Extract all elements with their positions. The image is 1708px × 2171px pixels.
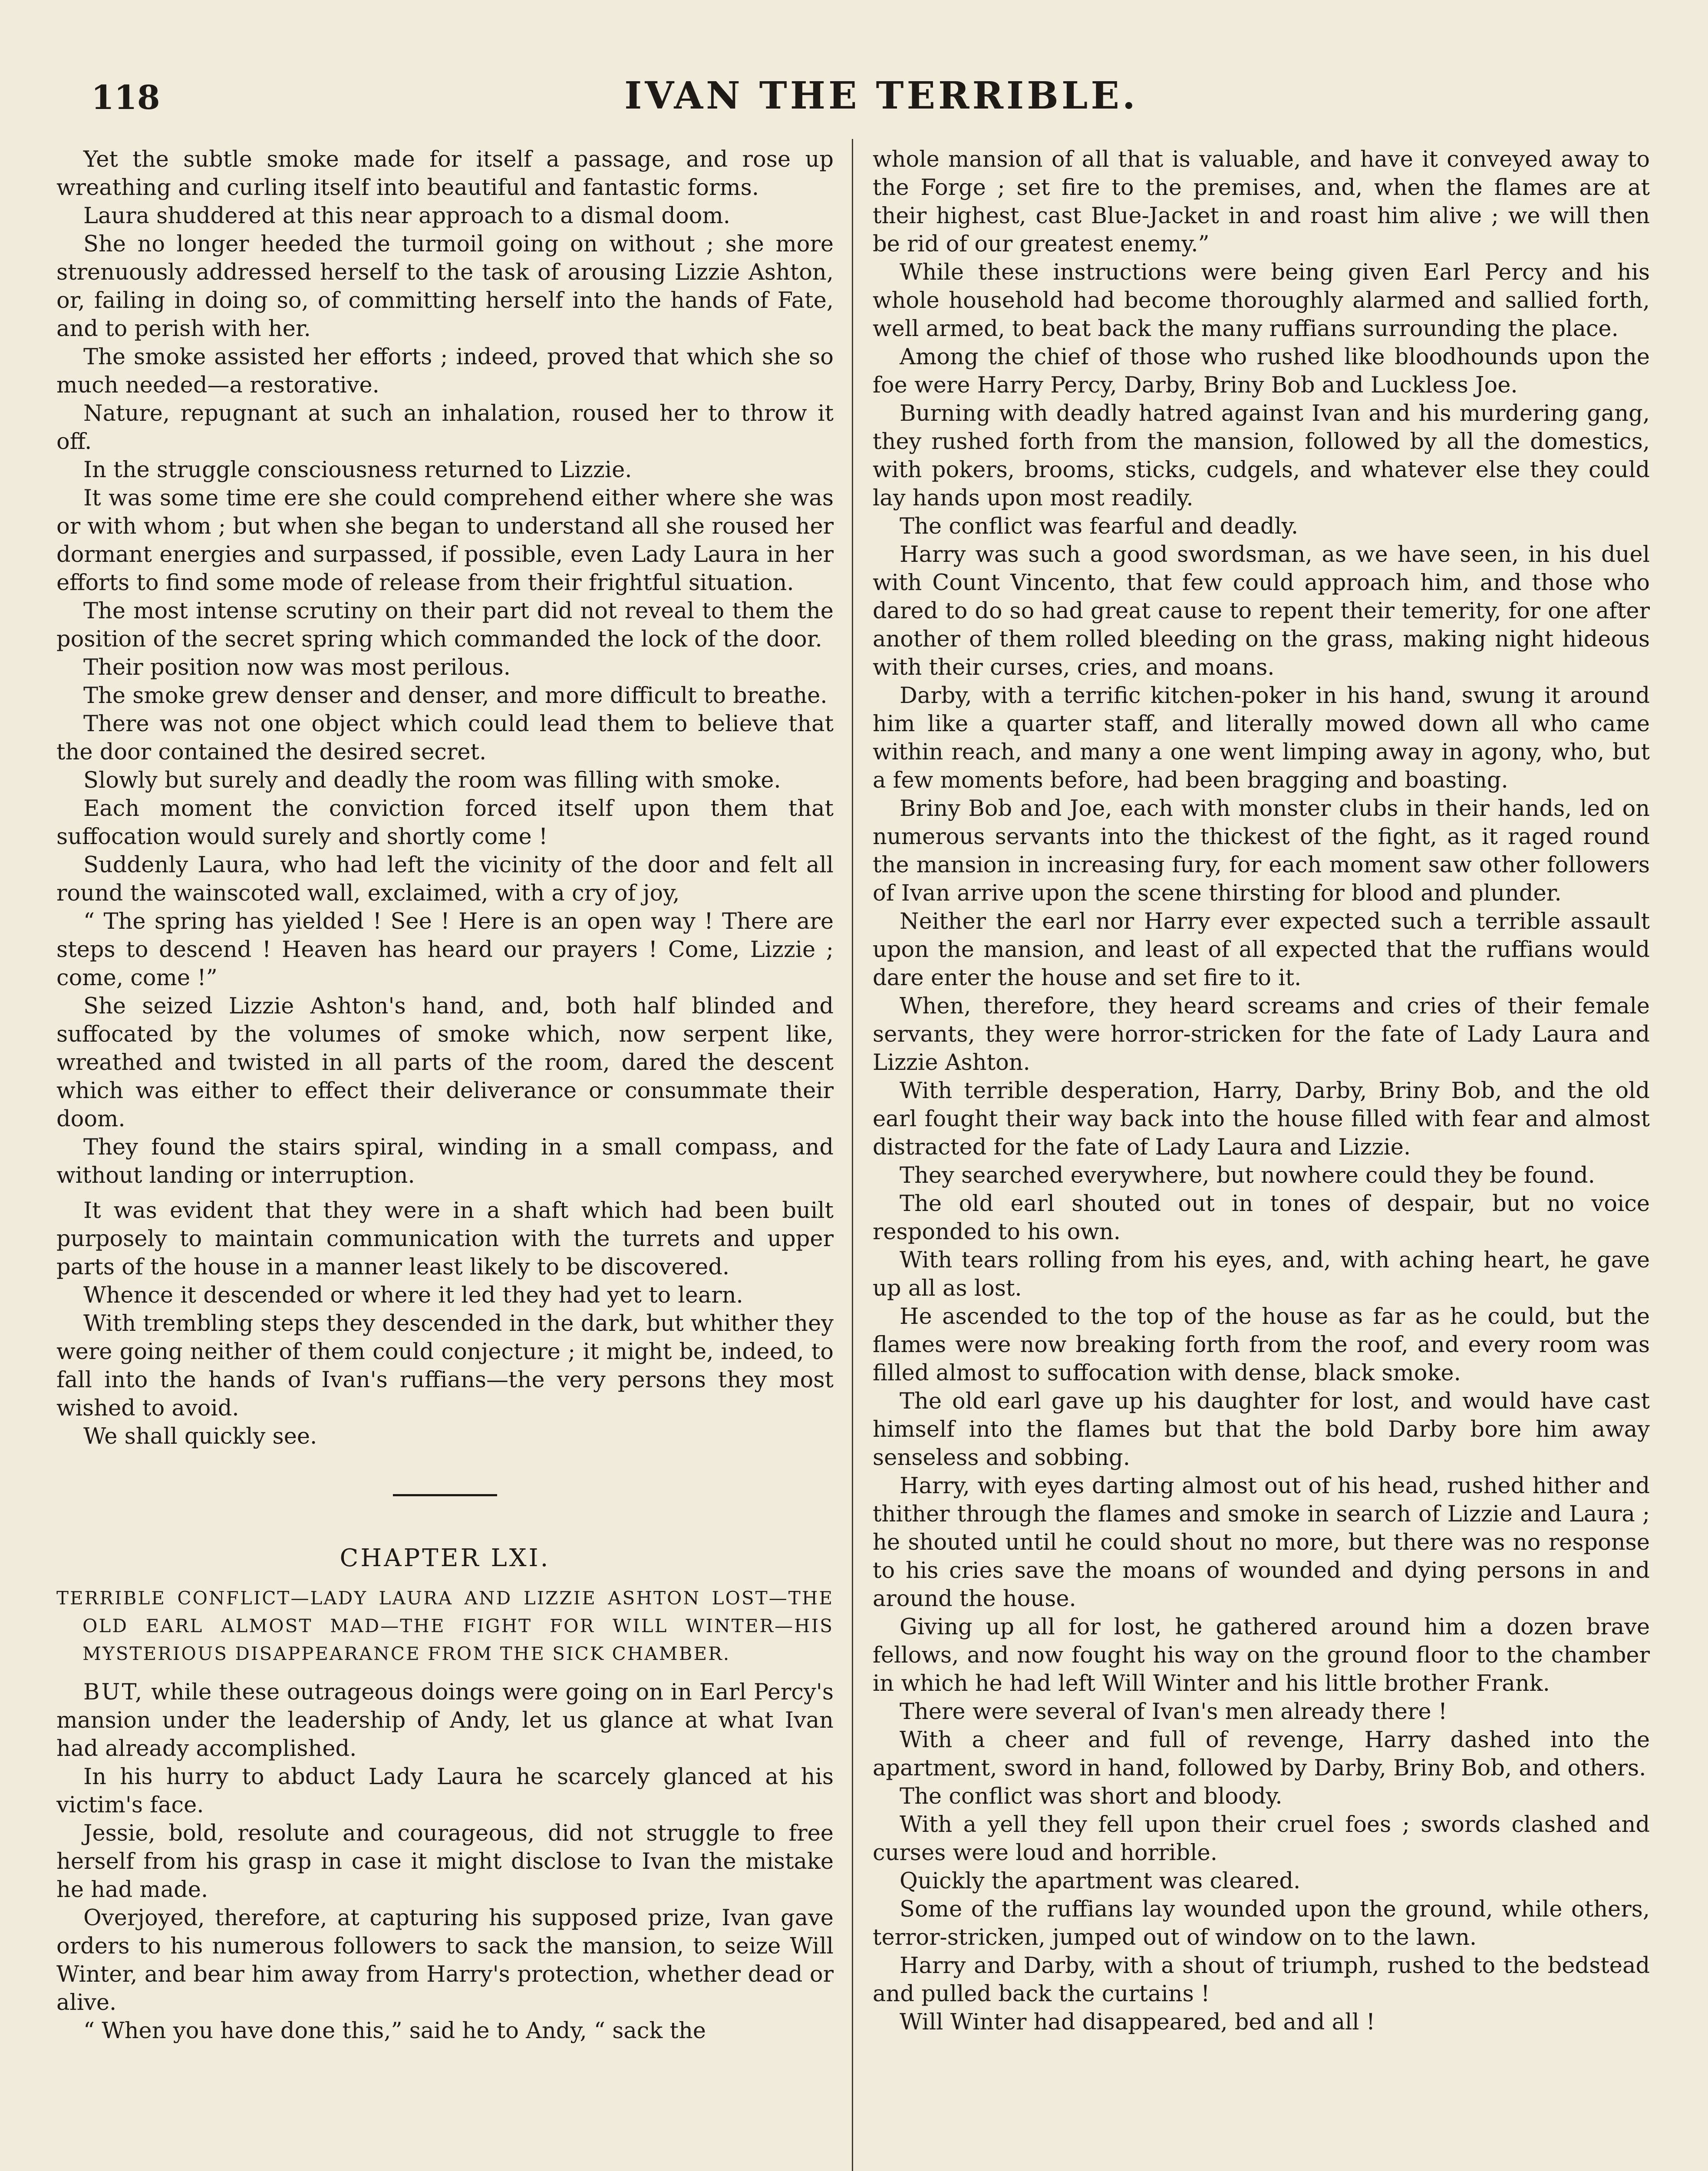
chapter-opening-text: while these outrageous doings were going on in Earl Percy's mansion under the leadership of Andy, let us glance at what Ivan had already accomplished. bbox=[56, 1679, 834, 1762]
paragraph: With terrible desperation, Harry, Darby, Briny Bob, and the old earl fought their way back into the house filled with fear and almost distracted for the fate of Lady Laura and Lizzie. bbox=[873, 1078, 1650, 1160]
paragraph: In the struggle consciousness returned to Lizzie. bbox=[83, 457, 632, 483]
paragraph: There was not one object which could lead them to believe that the door contained the desired secret. bbox=[56, 711, 834, 765]
chapter-heading: CHAPTER LXI. bbox=[340, 1544, 551, 1572]
left-column-lower-text bbox=[56, 1763, 834, 2045]
paragraph: Their position now was most perilous. bbox=[83, 655, 511, 680]
paragraph: They searched everywhere, but nowhere could they be found. bbox=[900, 1163, 1595, 1188]
paragraph: Laura shuddered at this near approach to a dismal doom. bbox=[83, 203, 730, 229]
paragraph: Whence it descended or where it led they had yet to learn. bbox=[83, 1283, 743, 1308]
paragraph: Jessie, bold, resolute and courageous, did not struggle to free herself from his grasp in case it might disclose to Ivan the mistake he had made. bbox=[56, 1821, 834, 1903]
paragraph: With a yell they fell upon their cruel foes ; swords clashed and curses were loud and horrible. bbox=[873, 1812, 1650, 1866]
paragraph: It was evident that they were in a shaft which had been built purposely to maintain communication with the turrets and upper parts of the house in a manner least likely to be discovered. bbox=[56, 1198, 834, 1280]
paragraph: Harry was such a good swordsman, as we have seen, in his duel with Count Vincento, that few could approach him, and those who dared to do so had great cause to repent their temerity, for one after another of them rolled bleeding on the grass, making night hideous with their curses, cries, and moans. bbox=[873, 542, 1650, 680]
paragraph: When, therefore, they heard screams and cries of their female servants, they were horror-stricken for the fate of Lady Laura and Lizzie Ashton. bbox=[873, 993, 1650, 1076]
paragraph: She no longer heeded the turmoil going on without ; she more strenuously addressed herself to the task of arousing Lizzie Ashton, or, failing in doing so, of committing herself into the hands of Fate, and to perish with her. bbox=[56, 231, 834, 342]
left-column bbox=[56, 145, 834, 2045]
chapter-opening-paragraph bbox=[56, 1678, 834, 1763]
paragraph: “ When you have done this,” said he to Andy, “ sack the bbox=[83, 2018, 706, 2044]
page-header bbox=[87, 74, 1676, 130]
paragraph: She seized Lizzie Ashton's hand, and, both half blinded and suffocated by the volumes of smoke which, now serpent like, wreathed and twisted in all parts of the room, dared the descent which was either to effect their deliverance or consummate their doom. bbox=[56, 993, 834, 1132]
paragraph: The most intense scrutiny on their part did not reveal to them the position of the secret spring which commanded the lock of the door. bbox=[56, 598, 834, 652]
paragraph: The old earl shouted out in tones of despair, but no voice responded to his own. bbox=[873, 1191, 1650, 1245]
paragraph: Briny Bob and Joe, each with monster clubs in their hands, led on numerous servants into the thickest of the fight, as it raged round the mansion in increasing fury, for each moment saw other followers of Ivan arrive upon the scene thirsting for blood and plunder. bbox=[873, 796, 1650, 906]
paragraph: We shall quickly see. bbox=[83, 1424, 317, 1449]
paragraph: The smoke assisted her efforts ; indeed, proved that which she so much needed—a restorative. bbox=[56, 344, 834, 398]
paragraph: Suddenly Laura, who had left the vicinity of the door and felt all round the wainscoted wall, exclaimed, with a cry of joy, bbox=[56, 852, 834, 906]
paragraph: Will Winter had disappeared, bed and all ! bbox=[900, 2009, 1375, 2035]
continuation-paragraph: whole mansion of all that is valuable, and have it conveyed away to the Forge ; set fire to the premises, and, when the flames are at their highest, cast Blue-Jacket in and roast him alive ; we will then be rid of our greatest enemy.” bbox=[873, 147, 1650, 257]
paragraph: Harry, with eyes darting almost out of his head, rushed hither and thither through the flames and smoke in search of Lizzie and Laura ; he shouted until he could shout no more, but there was no response to his cries save the moans of wounded and dying persons in and around the house. bbox=[873, 1473, 1650, 1612]
paragraph: The old earl gave up his daughter for lost, and would have cast himself into the flames but that the bold Darby bore him away senseless and sobbing. bbox=[873, 1389, 1650, 1471]
left-column-upper-text bbox=[56, 145, 834, 1190]
paragraph: In his hurry to abduct Lady Laura he scarcely glanced at his victim's face. bbox=[56, 1764, 834, 1818]
paragraph: Darby, with a terrific kitchen-poker in his hand, swung it around him like a quarter staff, and literally mowed down all who came within reach, and many a one went limping away in agony, who, but a few moments before, had been bragging and boasting. bbox=[873, 683, 1650, 793]
paragraph: Quickly the apartment was cleared. bbox=[900, 1868, 1301, 1894]
chapter-opening-word: BUT, bbox=[83, 1679, 144, 1705]
paragraph: The conflict was short and bloody. bbox=[900, 1784, 1283, 1809]
paragraph: With a cheer and full of revenge, Harry dashed into the apartment, sword in hand, followed by Darby, Briny Bob, and others. bbox=[873, 1727, 1650, 1781]
paragraph: With tears rolling from his eyes, and, with aching heart, he gave up all as lost. bbox=[873, 1247, 1650, 1301]
paragraph: Among the chief of those who rushed like bloodhounds upon the foe were Harry Percy, Darby, Briny Bob and Luckless Joe. bbox=[873, 344, 1650, 398]
paragraph: The conflict was fearful and deadly. bbox=[900, 514, 1299, 539]
paragraph-gap bbox=[56, 1190, 834, 1197]
paragraph: “ The spring has yielded ! See ! Here is an open way ! There are steps to descend ! Heaven has heard our prayers ! Come, Lizzie ; come, come !” bbox=[56, 909, 834, 991]
paragraph: Nature, repugnant at such an inhalation, roused her to throw it off. bbox=[56, 401, 834, 455]
paragraph: Giving up all for lost, he gathered around him a dozen brave fellows, and now fought his way on the ground floor to the chamber in which he had left Will Winter and his little brother Frank. bbox=[873, 1614, 1650, 1696]
paragraph: There were several of Ivan's men already there ! bbox=[900, 1699, 1448, 1725]
page-number: 118 bbox=[91, 78, 160, 117]
paragraph: It was some time ere she could comprehend either where she was or with whom ; but when she began to understand all she roused her dormant energies and surpassed, if possible, even Lady Laura in her efforts to find some mode of release from their frightful situation. bbox=[56, 485, 834, 596]
chapter-separator-rule bbox=[393, 1494, 497, 1496]
paragraph: They found the stairs spiral, winding in a small compass, and without landing or interruption. bbox=[56, 1135, 834, 1188]
paragraph: Overjoyed, therefore, at capturing his supposed prize, Ivan gave orders to his numerous followers to sack the mansion, to seize Will Winter, and bear him away from Harry's protection, whether dead or alive. bbox=[56, 1905, 834, 2016]
paragraph: Slowly but surely and deadly the room was filling with smoke. bbox=[83, 768, 781, 793]
chapter-synopsis: TERRIBLE CONFLICT—LADY LAURA AND LIZZIE ASHTON LOST—THE OLD EARL ALMOST MAD—THE FIGHT FOR WILL WINTER—HIS MYSTERIOUS DISAPPEARANCE FROM THE SICK CHAMBER. bbox=[56, 1587, 834, 1664]
paragraph: Some of the ruffians lay wounded upon the ground, while others, terror-stricken, jumped out of window on to the lawn. bbox=[873, 1897, 1650, 1950]
right-column bbox=[873, 145, 1650, 2036]
paragraph: Harry and Darby, with a shout of triumph, rushed to the bedstead and pulled back the curtains ! bbox=[873, 1953, 1650, 2007]
paragraph: The smoke grew denser and denser, and more difficult to breathe. bbox=[83, 683, 828, 709]
column-divider bbox=[852, 139, 853, 2171]
paragraph: Yet the subtle smoke made for itself a passage, and rose up wreathing and curling itself into beautiful and fantastic forms. bbox=[56, 147, 834, 201]
paragraph: With trembling steps they descended in the dark, but whither they were going neither of them could conjecture ; it might be, indeed, to fall into the hands of Ivan's ruffians—the very persons they most wished to avoid. bbox=[56, 1311, 834, 1421]
running-title: IVAN THE TERRIBLE. bbox=[624, 74, 1138, 118]
paragraph: He ascended to the top of the house as far as he could, but the flames were now breaking forth from the roof, and every room was filled almost to suffocation with dense, black smoke. bbox=[873, 1304, 1650, 1386]
paragraph: Each moment the conviction forced itself upon them that suffocation would surely and shortly come ! bbox=[56, 796, 834, 850]
paragraph: Neither the earl nor Harry ever expected such a terrible assault upon the mansion, and least of all expected that the ruffians would dare enter the house and set fire to it. bbox=[873, 909, 1650, 991]
left-column-middle-text bbox=[56, 1197, 834, 1451]
right-column-text bbox=[873, 258, 1650, 2036]
paragraph: Burning with deadly hatred against Ivan and his murdering gang, they rushed forth from the mansion, followed by all the domestics, with pokers, brooms, sticks, cudgels, and whatever else they could lay hands upon most readily. bbox=[873, 401, 1650, 511]
paragraph: While these instructions were being given Earl Percy and his whole household had become thoroughly alarmed and sallied forth, well armed, to beat back the many ruffians surrounding the place. bbox=[873, 260, 1650, 342]
